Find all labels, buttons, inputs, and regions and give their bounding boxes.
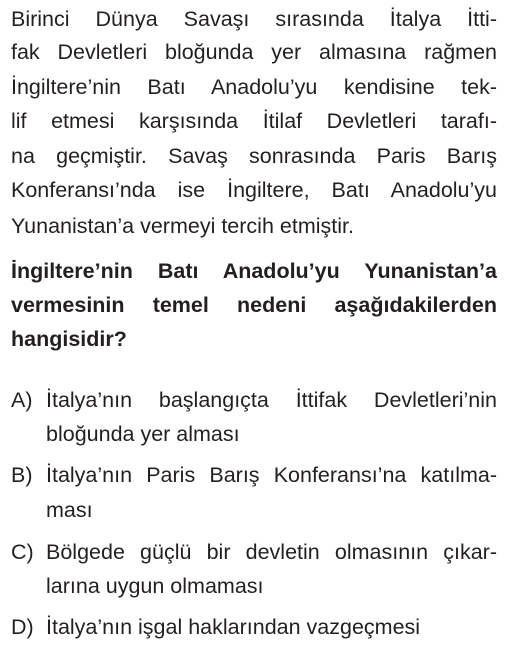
option-text: İtalya’nın işgal haklarından vazgeçmesi <box>46 615 421 639</box>
question-line: hangisidir? <box>11 327 127 351</box>
passage-line: Konferansı’nda ise İngiltere, Batı Anadolu’yu <box>11 178 497 202</box>
option-letter: C) <box>11 540 34 564</box>
option-letter: A) <box>11 388 33 412</box>
option-text: ması <box>46 498 93 522</box>
option-text: İtalya’nın başlangıçta İttifak Devletleri’nin <box>46 388 497 412</box>
passage-line: Birinci Dünya Savaşı sırasında İtalya İtti- <box>11 7 497 31</box>
option-text: İtalya’nın Paris Barış Konferansı’na katılma- <box>46 463 497 487</box>
option-text: bloğunda yer alması <box>46 422 240 446</box>
question-line: vermesinin temel nedeni aşağıdakilerden <box>11 293 497 317</box>
passage-line: lif etmesi karşısında İtilaf Devletleri tarafı- <box>11 109 497 133</box>
option-text: Bölgede güçlü bir devletin olmasının çıkar- <box>46 540 497 564</box>
passage-line: İngiltere’nin Batı Anadolu’yu kendisine tek- <box>11 75 497 99</box>
passage-line: fak Devletleri bloğunda yer almasına rağmen <box>11 40 497 64</box>
passage-line: na geçmiştir. Savaş sonrasında Paris Barış <box>11 144 497 168</box>
option-letter: D) <box>11 615 34 639</box>
option-letter: B) <box>11 463 33 487</box>
question-line: İngiltere’nin Batı Anadolu’yu Yunanistan’a <box>11 259 497 283</box>
passage-line: Yunanistan’a vermeyi tercih etmiştir. <box>11 214 354 238</box>
option-text: larına uygun olmaması <box>46 574 264 598</box>
